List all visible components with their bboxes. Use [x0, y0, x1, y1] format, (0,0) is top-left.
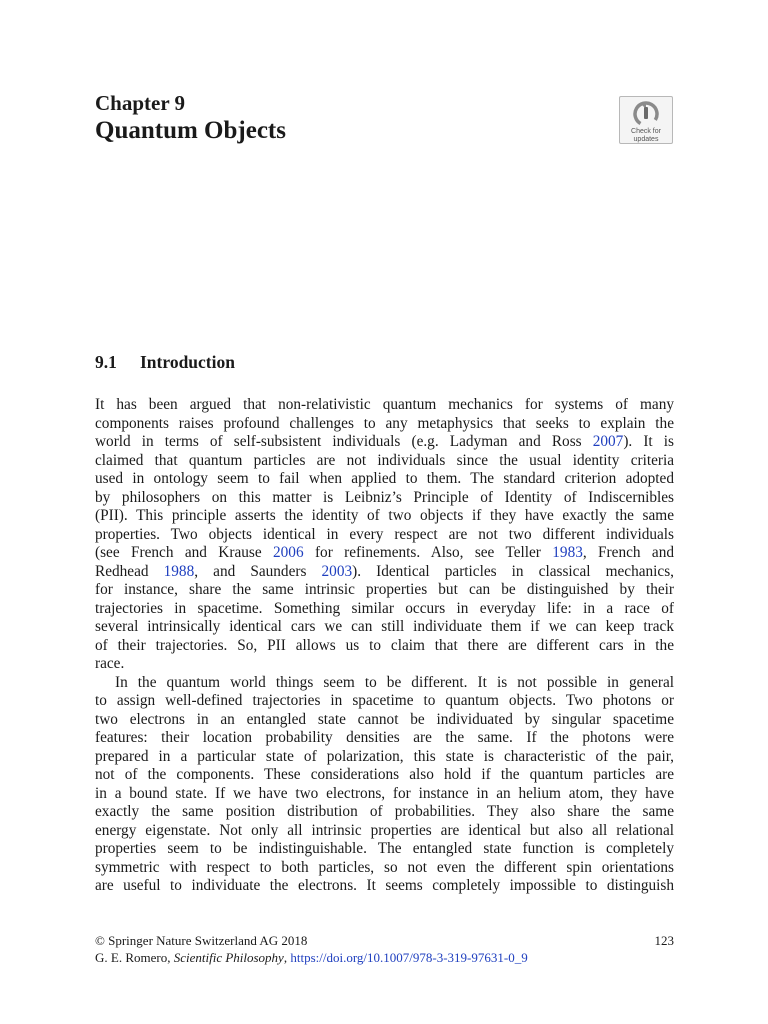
section-title: Introduction	[140, 352, 235, 372]
text-line	[95, 637, 674, 656]
section-number: 9.1	[95, 352, 117, 372]
text-segment: in a bound state. If we have two electrons, for instance in an helium atom, they have	[95, 784, 674, 802]
text-segment: properties. Two objects identical in every respect are not two different individuals	[95, 525, 674, 543]
badge-line-2: updates	[633, 136, 659, 143]
text-segment: , and Saunders	[194, 562, 322, 580]
text-segment: Redhead	[95, 562, 164, 580]
citation-link[interactable]: 2006	[273, 544, 304, 561]
text-line	[95, 581, 674, 600]
footer-citation	[95, 949, 674, 966]
text-segment: to assign well-defined trajectories in spacetime to quantum objects. Two photons or	[95, 692, 674, 709]
page-number: 123	[654, 933, 674, 948]
chapter-label: Chapter 9	[95, 91, 186, 115]
text-segment: In the quantum world things seem to be different. It is not possible in general	[115, 673, 674, 691]
text-line	[95, 674, 674, 693]
text-line	[95, 822, 674, 841]
citation-link[interactable]: 1983	[552, 544, 583, 561]
text-segment: ). Identical particles in classical mechanics,	[352, 562, 674, 580]
text-segment: properties seem to be indistinguishable. The entangled state function is completely	[95, 840, 674, 857]
text-line	[95, 840, 674, 859]
text-segment: for refinements. Also, see Teller	[303, 544, 553, 561]
text-segment: by philosophers on this matter is Leibniz’s Principle of Identity of Indiscernibles	[95, 488, 674, 506]
text-segment: components raises profound challenges to any metaphysics that seeks to explain the	[95, 414, 674, 432]
footer-copyright-row	[95, 932, 674, 949]
text-line	[95, 507, 674, 526]
paragraph-2	[95, 674, 674, 896]
text-line	[95, 470, 674, 489]
body-text	[95, 396, 674, 896]
text-line	[95, 748, 674, 767]
text-line	[95, 433, 674, 452]
text-segment: (PII). This principle asserts the identity of two objects if they have exactly the same	[95, 507, 674, 524]
text-segment: for instance, share the same intrinsic properties but can be distinguished by their	[95, 581, 674, 598]
text-segment: symmetric with respect to both particles, so not even the different spin orientations	[95, 858, 674, 876]
check-for-updates-icon	[633, 101, 659, 127]
text-line	[95, 877, 674, 896]
text-segment: used in ontology seem to fail when applied to them. The standard criterion adopted	[95, 470, 674, 487]
text-line	[95, 766, 674, 785]
text-segment: not of the components. These considerations also hold if the quantum particles are	[95, 766, 674, 783]
text-segment: features: their location probability densities are the same. If the photons were	[95, 729, 674, 746]
text-segment: two electrons in an entangled state cannot be individuated by singular spacetime	[95, 710, 674, 728]
text-line	[95, 489, 674, 508]
text-segment: are useful to individuate the electrons. It seems completely impossible to distinguish	[95, 877, 674, 894]
text-line	[95, 544, 674, 563]
text-line	[95, 711, 674, 730]
text-line	[95, 729, 674, 748]
doi-link[interactable]: https://doi.org/10.1007/978-3-319-97631-0_9	[290, 950, 528, 965]
citation-link[interactable]: 1988	[163, 562, 195, 580]
text-segment: energy eigenstate. Not only all intrinsic properties are identical but also all relational	[95, 821, 674, 839]
text-line	[95, 415, 674, 434]
text-line	[95, 563, 674, 582]
text-line	[95, 859, 674, 878]
text-segment: ). It is	[623, 433, 674, 450]
citation-link[interactable]: 2003	[321, 562, 353, 580]
text-line	[95, 692, 674, 711]
text-line	[95, 618, 674, 637]
footer-separator: ,	[283, 950, 291, 965]
copyright-notice: © Springer Nature Switzerland AG 2018	[95, 933, 308, 948]
text-segment: several intrinsically identical cars we can still individuate them if we can keep track	[95, 618, 674, 635]
text-segment: , French and	[582, 544, 674, 561]
text-line	[95, 396, 674, 415]
chapter-title: Quantum Objects	[95, 117, 286, 144]
text-segment: race.	[95, 655, 125, 672]
text-segment: of their trajectories. So, PII allows us to claim that there are different cars in the	[95, 636, 674, 654]
text-segment: exactly the same position distribution of probabilities. They also share the same	[95, 803, 674, 820]
text-segment: prepared in a particular state of polarization, this state is characteristic of the pair,	[95, 747, 674, 765]
text-line	[95, 526, 674, 545]
footer-book-title: Scientific Philosophy	[173, 950, 284, 965]
footer-author: G. E. Romero,	[95, 950, 174, 965]
text-line	[95, 785, 674, 804]
text-line	[95, 452, 674, 471]
text-line	[95, 655, 674, 674]
check-for-updates-badge[interactable]	[619, 96, 673, 144]
text-segment: trajectories in spacetime. Something similar occurs in everyday life: in a race of	[95, 599, 674, 617]
paragraph-1	[95, 396, 674, 674]
section-heading	[95, 351, 235, 373]
text-segment: (see French and Krause	[95, 544, 273, 561]
text-segment: It has been argued that non-relativistic quantum mechanics for systems of many	[95, 396, 674, 413]
citation-link[interactable]: 2007	[592, 433, 624, 450]
text-segment: claimed that quantum particles are not individuals since the usual identity criteria	[95, 451, 674, 469]
text-line	[95, 600, 674, 619]
badge-line-1: Check for	[631, 128, 661, 135]
text-segment: world in terms of self-subsistent individuals (e.g. Ladyman and Ross	[95, 433, 593, 450]
text-line	[95, 803, 674, 822]
